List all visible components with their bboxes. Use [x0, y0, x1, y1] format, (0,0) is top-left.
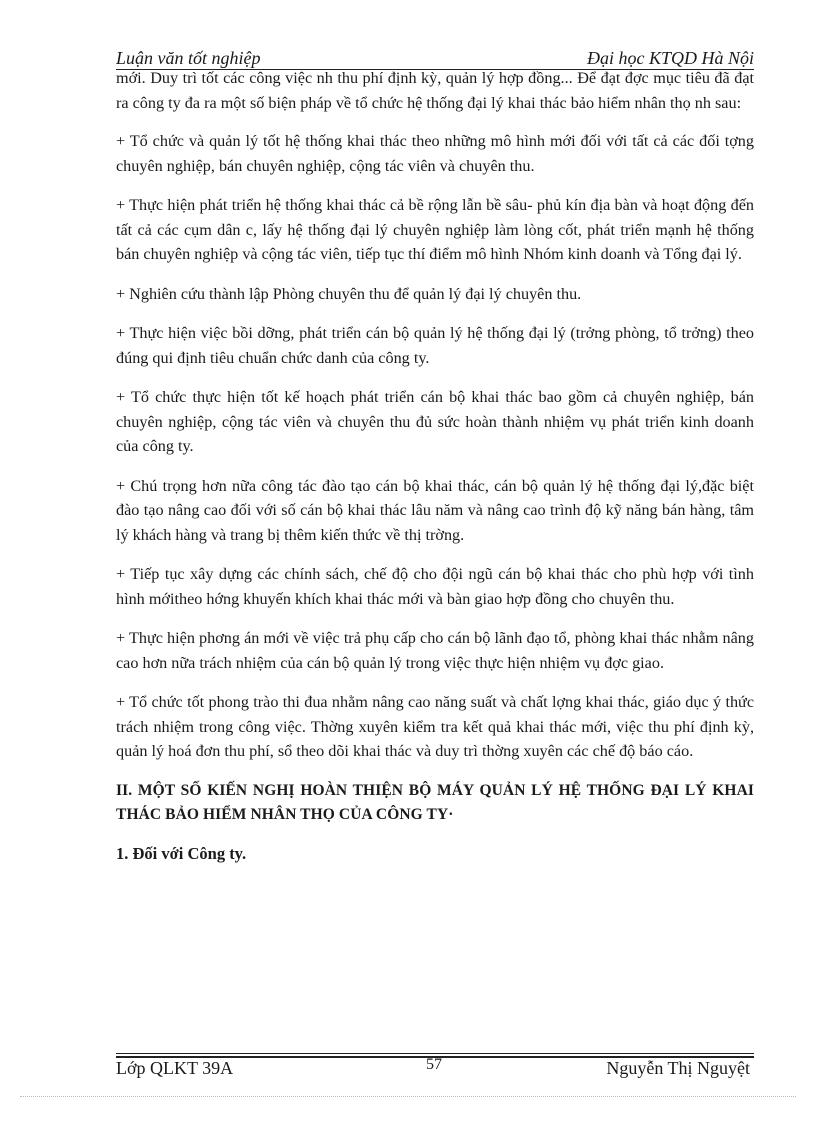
page-body: [116, 66, 754, 881]
page-edge-divider: [20, 1096, 796, 1097]
subsection-heading: 1. Đối với Công ty.: [116, 843, 247, 863]
paragraph-item: + Chú trọng hơn nữa công tác đào tạo cán bộ khai thác, cán bộ quản lý hệ thống đại lý,đặc biệt đào tạo nâng cao đối với số cán bộ khai thác lâu năm và nâng cao trình độ kỹ năng bán hàng, tâm lý khách hàng và trang bị thêm kiến thức về thị trờng.: [116, 476, 754, 544]
paragraph-item: + Tiếp tục xây dựng các chính sách, chế độ cho đội ngũ cán bộ khai thác cho phù hợp với tình hình mớitheo hớng khuyến khích khai thác mới và bàn giao hợp đồng cho chuyên thu.: [116, 565, 754, 608]
footer-class: Lớp QLKT 39A: [116, 1058, 234, 1078]
paragraph-item: + Tổ chức thực hiện tốt kế hoạch phát triển cán bộ khai thác bao gồm cả chuyên nghiệp, bán chuyên nghiệp, cộng tác viên và chuyên thu đủ sức hoàn thành nhiệm vụ phát triển kinh doanh của công ty.: [116, 388, 754, 455]
paragraph-item: + Tổ chức và quản lý tốt hệ thống khai thác theo những mô hình mới đối với tất cả các đối tợng chuyên nghiệp, bán chuyên nghiệp, cộng tác viên và chuyên thu.: [116, 132, 754, 175]
paragraph-item: + Thực hiện phơng án mới về việc trả phụ cấp cho cán bộ lãnh đạo tổ, phòng khai thác nhằm nâng cao hơn nữa trách nhiệm của cán bộ quản lý trong việc thực hiện nhiệm vụ đợc giao.: [116, 629, 754, 672]
page-footer: [116, 1058, 754, 1080]
paragraph-item: + Nghiên cứu thành lập Phòng chuyên thu để quản lý đại lý chuyên thu.: [116, 284, 582, 303]
header-university: Đại học KTQD Hà Nội: [586, 48, 754, 68]
page-number: 57: [426, 1058, 442, 1073]
footer-author: Nguyễn Thị Nguyệt: [606, 1058, 750, 1078]
paragraph-intro: mới. Duy trì tốt các công việc nh thu phí định kỳ, quản lý hợp đồng... Để đạt đợc mục tiêu đã đạt ra công ty đa ra một số biện pháp về tổ chức hệ thống đại lý khai thác bảo hiểm nhân thọ nh sau:: [116, 69, 754, 112]
paragraph-item: + Thực hiện phát triển hệ thống khai thác cả bề rộng lẫn bề sâu- phủ kín địa bàn và hoạt động đến tất cả các cụm dân c, lấy hệ thống đại lý chuyên nghiệp làm lòng cốt, phát triển mạnh hệ thống bán chuyên nghiệp và cộng tác viên, tiếp tục thí điểm mô hình Nhóm kinh doanh và Tổng đại lý.: [116, 196, 754, 263]
header-thesis-label: Luận văn tốt nghiệp: [116, 48, 261, 68]
section-heading: II. MỘT SỐ KIẾN NGHỊ HOÀN THIỆN BỘ MÁY QUẢN LÝ HỆ THỐNG ĐẠI LÝ KHAI THÁC BẢO HIỂM NHÂN THỌ CỦA CÔNG TY·: [116, 781, 754, 823]
paragraph-item: + Tổ chức tốt phong trào thi đua nhằm nâng cao năng suất và chất lợng khai thác, giáo dục ý thức trách nhiệm trong công việc. Thờng xuyên kiểm tra kết quả khai thác mới, việc thu phí định kỳ, quản lý hoá đơn thu phí, sổ theo dõi khai thác và duy trì thờng xuyên các chế độ báo cáo.: [116, 693, 754, 760]
paragraph-item: + Thực hiện việc bồi dỡng, phát triển cán bộ quản lý hệ thống đại lý (trởng phòng, tổ trởng) theo đúng qui định tiêu chuẩn chức danh của công ty.: [116, 324, 754, 367]
footer-rule-thin: [116, 1053, 754, 1054]
